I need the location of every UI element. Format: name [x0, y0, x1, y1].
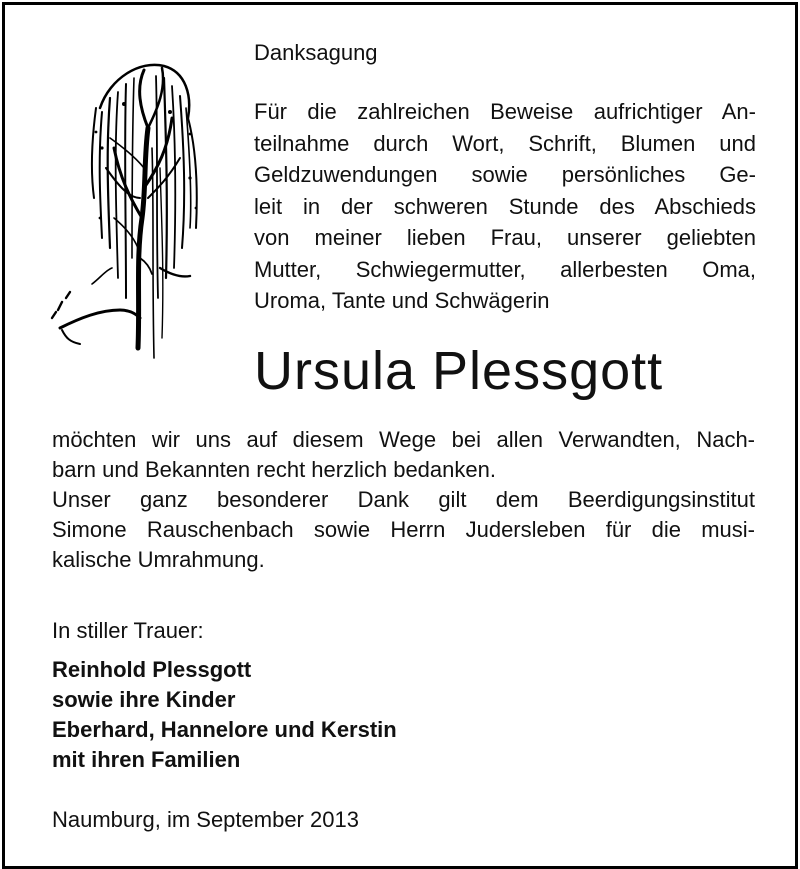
family-line: mit ihren Familien [52, 747, 241, 772]
intro-line: Geldzuwendungen sowie persönliches Ge- [254, 162, 756, 187]
intro-line: von meiner lieben Frau, unserer geliebten [254, 225, 756, 250]
family-list [52, 655, 397, 775]
intro-paragraph [254, 96, 756, 317]
body-line: kalische Umrahmung. [52, 547, 265, 572]
family-line: Reinhold Plessgott [52, 657, 252, 682]
family-line: Eberhard, Hannelore und Kerstin [52, 717, 397, 742]
family-line: sowie ihre Kinder [52, 687, 236, 712]
intro-line: Uroma, Tante und Schwägerin [254, 288, 550, 313]
intro-line: Mutter, Schwiegermutter, allerbesten Oma, [254, 256, 756, 282]
intro-line: leit in der schweren Stunde des Abschieds [254, 193, 756, 219]
notice-heading: Danksagung [254, 40, 378, 65]
body-line: Unser ganz besonderer Dank gilt dem Beerdigungsinstitut [52, 487, 755, 512]
body-line: barn und Bekannten recht herzlich bedanken. [52, 457, 496, 482]
intro-line: Für die zahlreichen Beweise aufrichtiger An- [254, 99, 756, 124]
weeping-willow-icon [40, 48, 230, 368]
deceased-name: Ursula Plessgott [254, 341, 664, 401]
place-date: Naumburg, im September 2013 [52, 807, 359, 832]
intro-line: teilnahme durch Wort, Schrift, Blumen und [254, 130, 756, 156]
body-line: möchten wir uns auf diesem Wege bei allen Verwandten, Nach- [52, 427, 755, 452]
body-paragraph [52, 425, 755, 575]
body-line: Simone Rauschenbach sowie Herrn Judersleben für die musi- [52, 517, 755, 542]
mourning-phrase: In stiller Trauer: [52, 618, 204, 643]
